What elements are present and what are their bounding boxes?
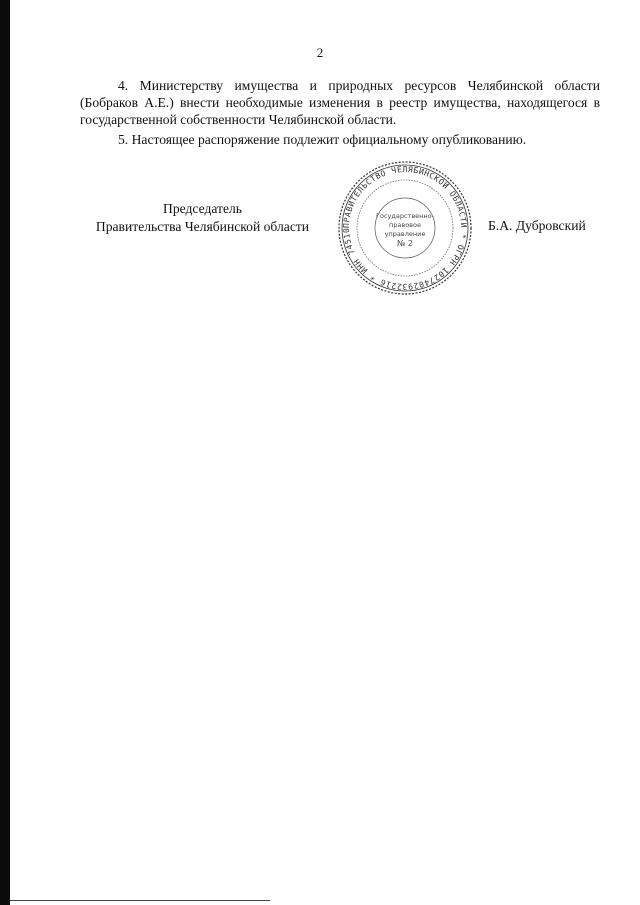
signatory-title-line-1: Председатель — [163, 201, 242, 216]
official-seal — [335, 158, 475, 298]
seal-outer-text: ПРАВИТЕЛЬСТВО ЧЕЛЯБИНСКОЙ ОБЛАСТИ * ОГРН 1027402932216 * ИНН 74510 — [341, 164, 469, 292]
page-number: 2 — [316, 45, 324, 60]
seal-inner-line-4: № 2 — [397, 239, 413, 248]
seal-inner-line-1: Государственно- — [376, 212, 434, 220]
signatory-title — [70, 200, 335, 236]
seal-inner-line-3: управление — [384, 230, 426, 238]
seal-graphic — [335, 158, 475, 298]
paragraph-item-4: 4. Министерству имущества и природных ресурсов Челябинской области (Бобраков А.Е.) внести необходимые изменения в реестр имущества, находящегося в государственной собственности Челябинской области. — [80, 78, 600, 127]
scan-bottom-line — [10, 900, 270, 901]
signatory-title-line-2: Правительства Челябинской области — [95, 219, 310, 234]
scan-left-edge — [0, 0, 10, 905]
seal-inner-line-2: правовое — [389, 221, 421, 229]
paragraph-item-5: 5. Настоящее распоряжение подлежит официальному опубликованию. — [118, 132, 527, 147]
signatory-name: Б.А. Дубровский — [488, 218, 586, 233]
